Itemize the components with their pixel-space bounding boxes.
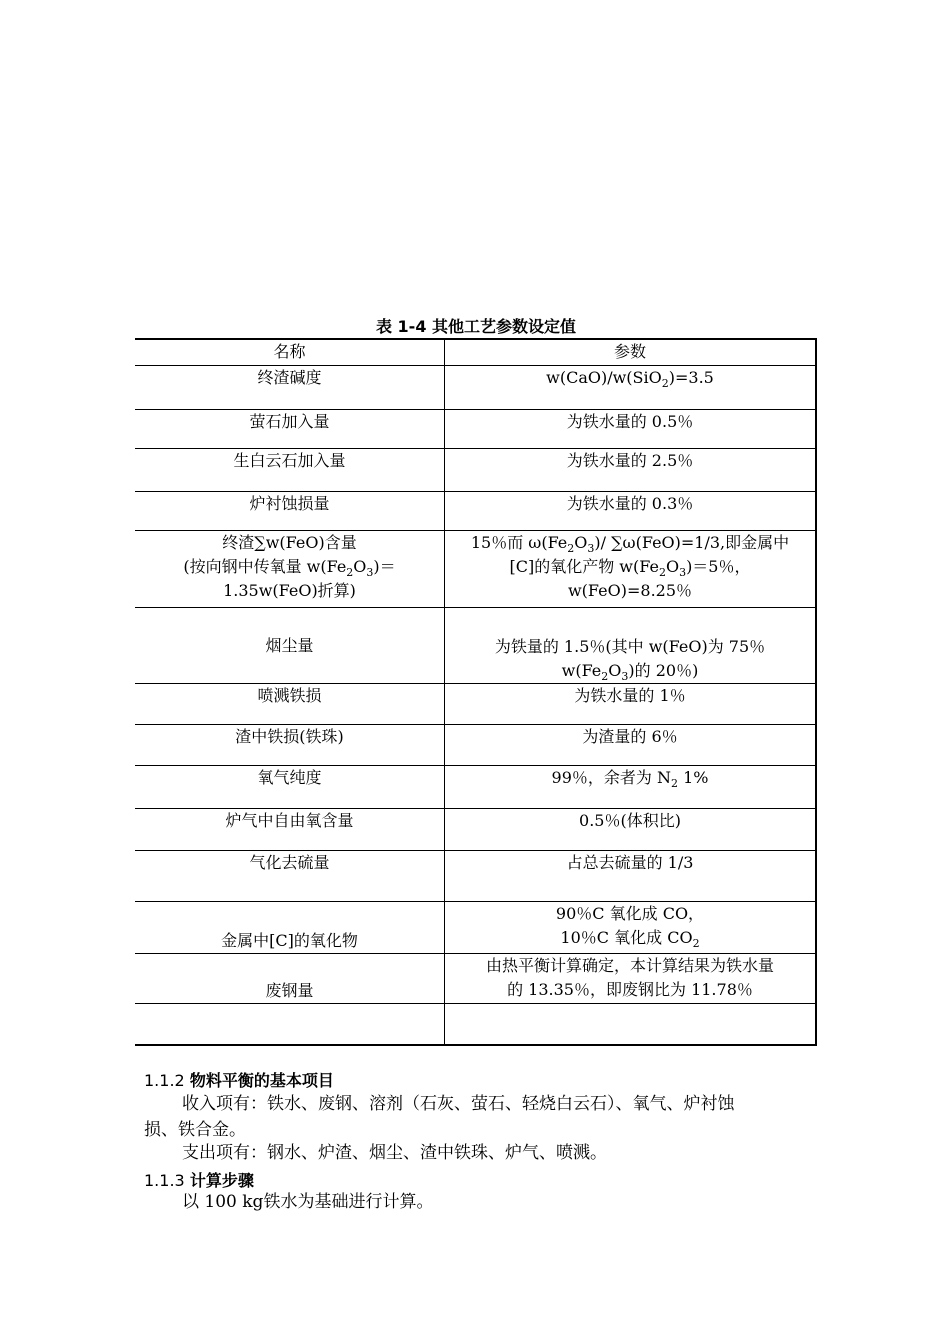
row-name: 渣中铁损(铁珠) xyxy=(135,725,445,766)
row-name: 气化去硫量 xyxy=(135,851,445,902)
expense-paragraph: 支出项有：钢水、炉渣、烟尘、渣中铁珠、炉气、喷溅。 xyxy=(182,1143,607,1163)
table-row xyxy=(135,531,816,608)
header-name: 名称 xyxy=(135,339,445,366)
row-name: 终渣碱度 xyxy=(135,366,445,410)
row-name: 废钢量 xyxy=(135,954,445,1004)
row-param: 99％，余者为 $N_2$ 1% xyxy=(445,766,817,809)
row-param: 由热平衡计算确定，本计算结果为铁水量 的 13.35％，即废钢比为 11.78％ xyxy=(445,954,817,1004)
basis-paragraph: 以 100 kg铁水为基础进行计算。 xyxy=(182,1192,434,1212)
row-param: 为铁量的 1.5％(其中 w(FeO)为 75％ $w(Fe_2O_3)$的 20％) xyxy=(445,608,817,684)
section-heading-112: 1.1.2 物料平衡的基本项目 xyxy=(144,1071,334,1090)
row-param: 0.5％(体积比) xyxy=(445,809,817,851)
empty-cell xyxy=(445,1004,817,1046)
row-param: 90％C 氧化成 CO， 10％C 氧化成 $CO_2$ xyxy=(445,902,817,954)
table-row xyxy=(135,725,816,766)
row-param: 占总去硫量的 1/3 xyxy=(445,851,817,902)
row-name: 终渣∑w(FeO)含量 (按向钢中传氧量 $w(Fe_2O_3)=$ 1.35w(FeO)折算) xyxy=(135,531,445,608)
empty-cell xyxy=(135,1004,445,1046)
row-param: w(CaO)/w(SiO$_2$)=3.5 xyxy=(445,366,817,410)
row-name: 生白云石加入量 xyxy=(135,449,445,492)
table-row xyxy=(135,766,816,809)
table-row xyxy=(135,608,816,684)
table-empty-row xyxy=(135,1004,816,1046)
row-name: 萤石加入量 xyxy=(135,410,445,449)
table-header-row xyxy=(135,339,816,366)
row-name: 氧气纯度 xyxy=(135,766,445,809)
income-paragraph: 收入项有：铁水、废钢、溶剂（石灰、萤石、轻烧白云石）、氧气、炉衬蚀 损、铁合金。 xyxy=(144,1094,735,1140)
table-row xyxy=(135,954,816,1004)
table-row xyxy=(135,809,816,851)
row-param: 为铁水量的 0.5％ xyxy=(445,410,817,449)
row-param: 为渣量的 6％ xyxy=(445,725,817,766)
table-caption: 表 1-4 其他工艺参数设定值 xyxy=(375,317,577,336)
row-param: 为铁水量的 0.3％ xyxy=(445,492,817,531)
header-param: 参数 xyxy=(445,339,817,366)
row-name: 炉衬蚀损量 xyxy=(135,492,445,531)
table-row xyxy=(135,902,816,954)
table-row xyxy=(135,851,816,902)
table-row xyxy=(135,449,816,492)
row-name: 炉气中自由氧含量 xyxy=(135,809,445,851)
row-name: 烟尘量 xyxy=(135,608,445,684)
table-row xyxy=(135,684,816,725)
table-row xyxy=(135,492,816,531)
table-row xyxy=(135,410,816,449)
section-heading-113: 1.1.3 计算步骤 xyxy=(144,1171,254,1190)
table-row xyxy=(135,366,816,410)
row-param: 为铁水量的 2.5％ xyxy=(445,449,817,492)
row-name: 喷溅铁损 xyxy=(135,684,445,725)
row-name: 金属中[C]的氧化物 xyxy=(135,902,445,954)
row-param: 为铁水量的 1％ xyxy=(445,684,817,725)
row-param: 15％而 $\omega(Fe_2O_3)/$ ∑ω(FeO)=1/3,即金属中 [C]的氧化产物 $w(Fe_2O_3)=5$％， w(FeO)=8.25％ xyxy=(445,531,817,608)
process-parameters-table xyxy=(135,338,817,1046)
